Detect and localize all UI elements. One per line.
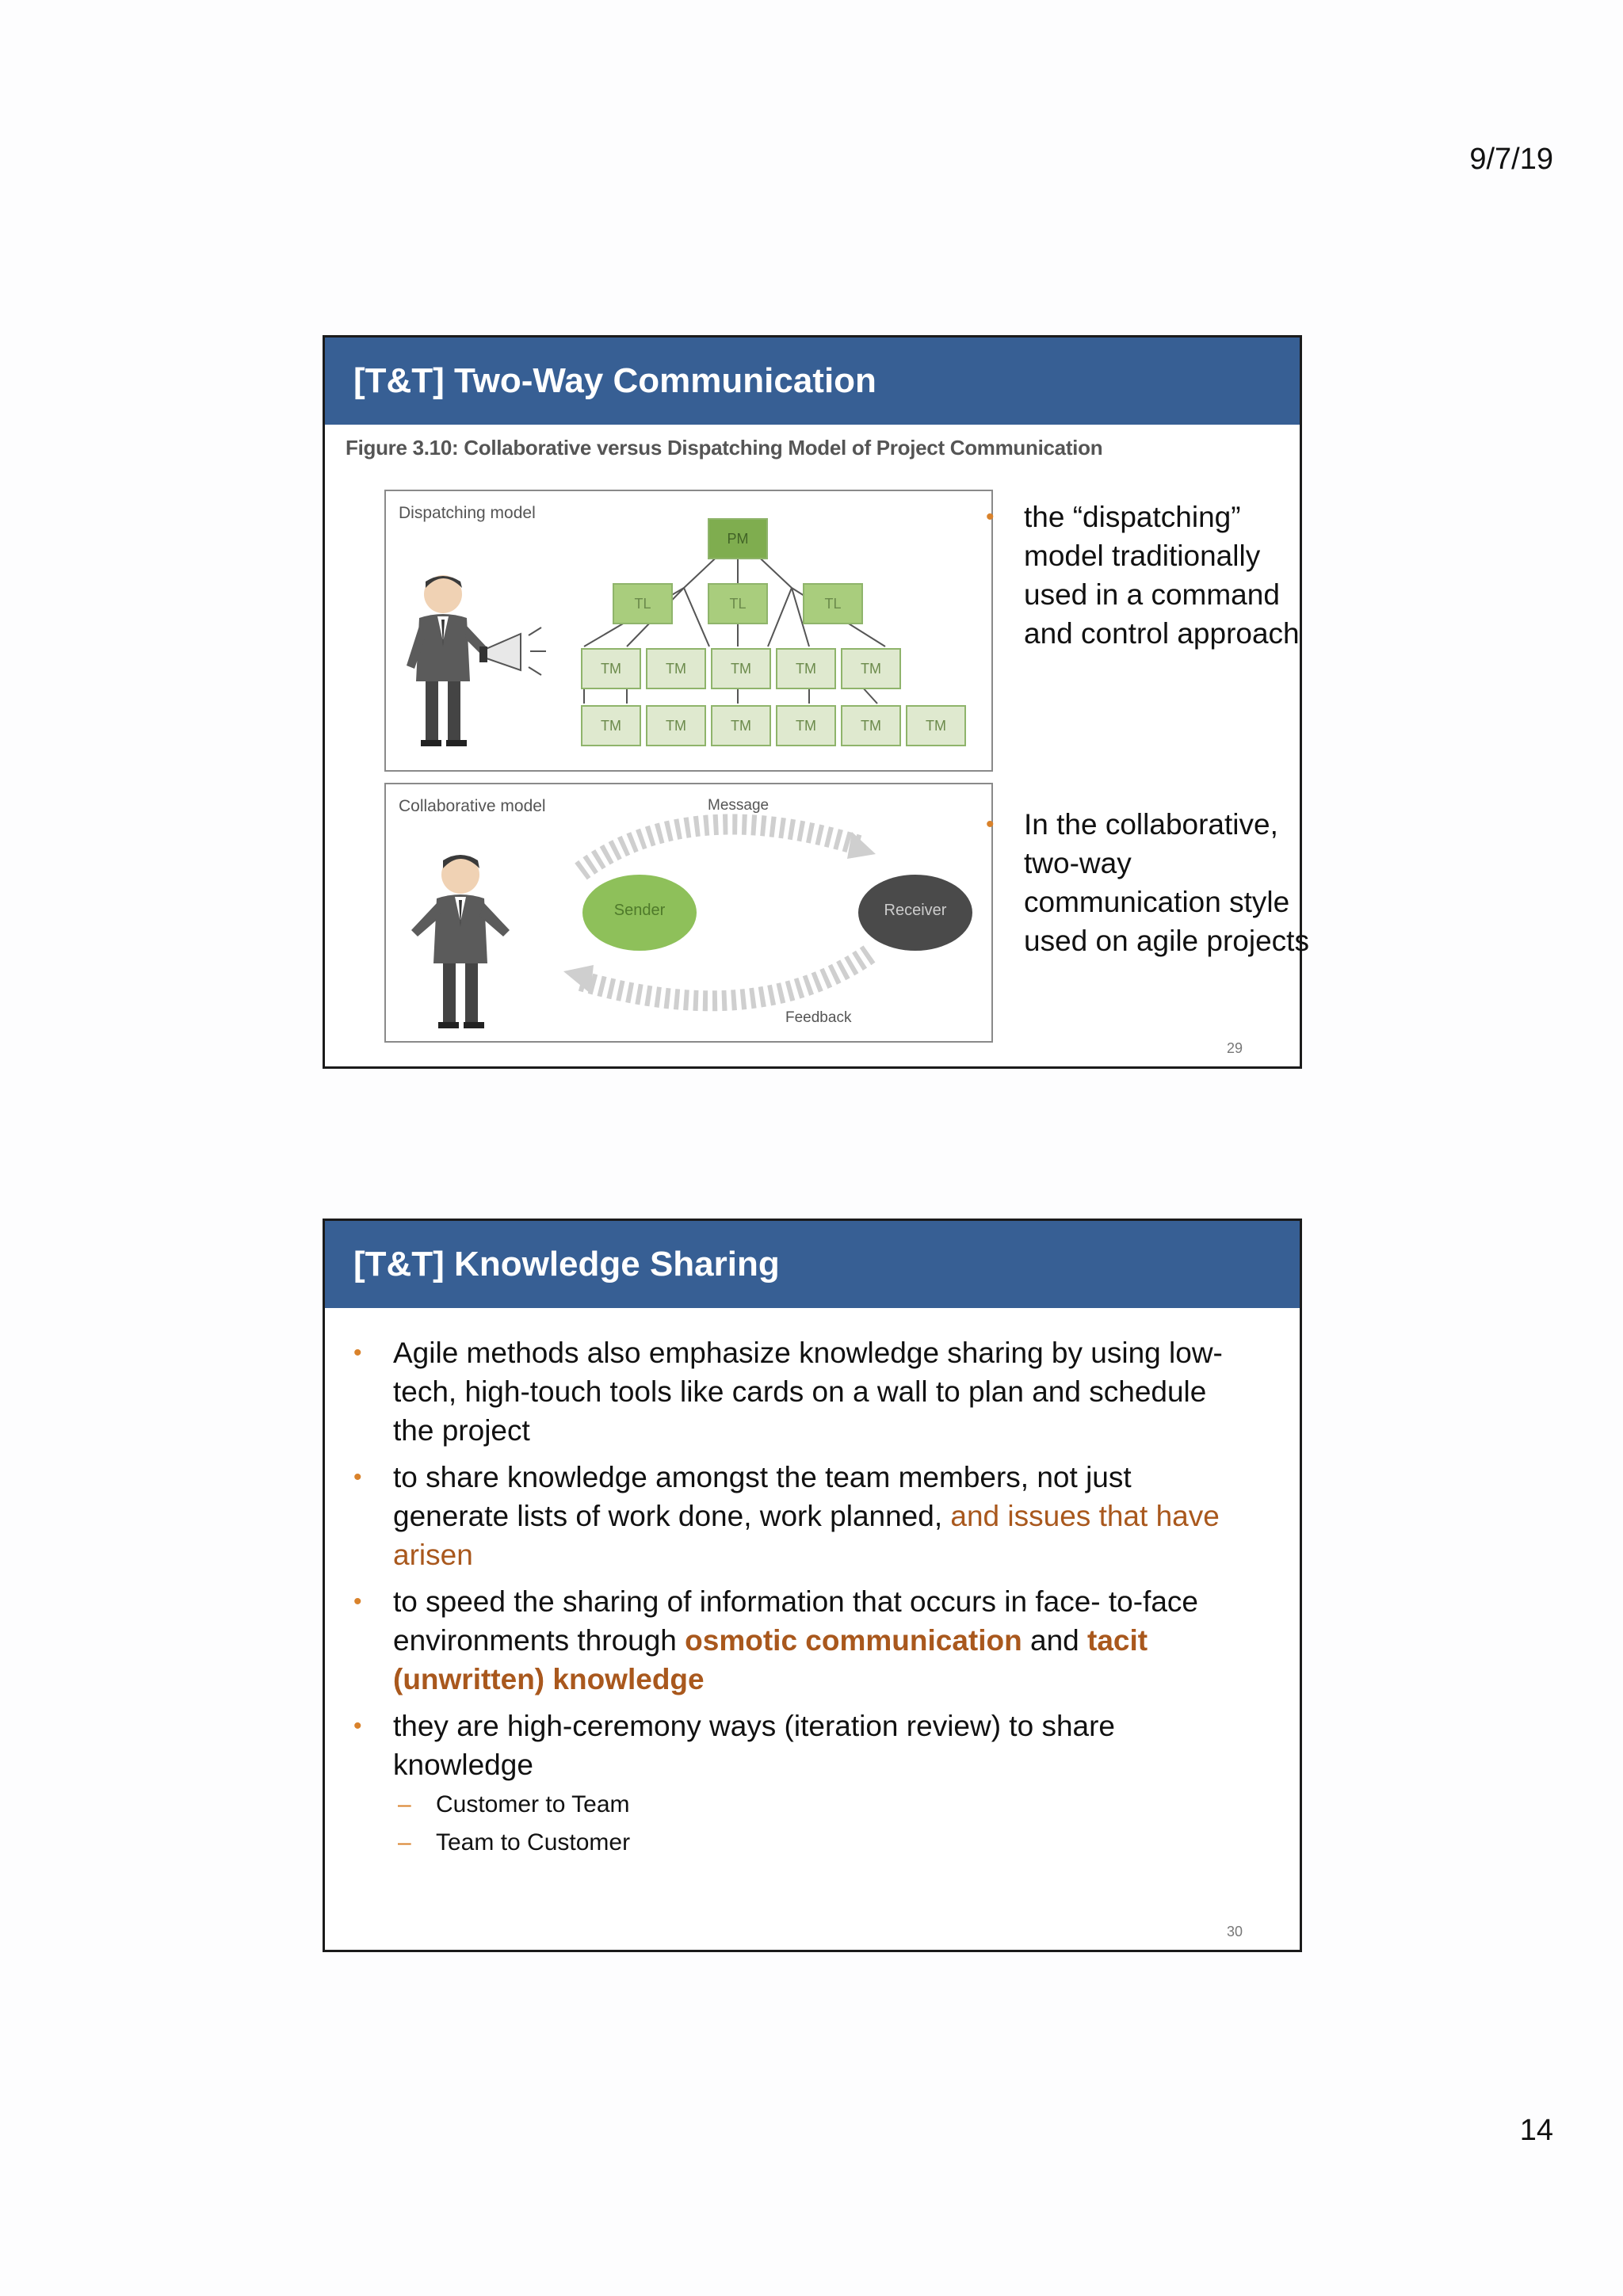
node-tm: TM <box>581 648 641 689</box>
bullet-item: • they are high-ceremony ways (iteration review) to share knowledge <box>353 1707 1249 1784</box>
node-tl-1: TL <box>613 583 673 624</box>
slide-knowledge-sharing <box>323 1219 1302 1952</box>
node-tl-2: TL <box>708 583 768 624</box>
figure-caption: Figure 3.10: Collaborative versus Dispatching Model of Project Communication <box>346 436 1103 460</box>
dash-icon: – <box>398 1791 411 1817</box>
bullet-dot-icon: • <box>353 1340 362 1366</box>
node-tm: TM <box>906 705 966 746</box>
highlighted-term: osmotic communication <box>685 1624 1022 1657</box>
dispatching-model-label: Dispatching model <box>399 504 536 522</box>
slide-two-way-communication: [T&T] Two-Way Communication Figure 3.10: Collaborative versus Dispatching Model of Project Communication Dispatching model PM TL TL TL TM TM TM TM TM TM TM TM TM TM TM Collaborative model Message Feedback Sender Receiver • the “dispatching” model traditionally used in a command and control approach • In the collaborative, two-way communication style used on agile projects 29 <box>323 335 1302 1069</box>
node-tm: TM <box>841 648 901 689</box>
sub-bullet-item: – Team to Customer <box>353 1824 1249 1862</box>
dash-icon: – <box>398 1829 411 1855</box>
bullet-dot-icon: • <box>353 1713 362 1739</box>
node-tm: TM <box>646 648 706 689</box>
bullet-dot-icon: • <box>353 1589 362 1615</box>
collaborative-model-label: Collaborative model <box>399 797 546 815</box>
slide2-bullets <box>353 1333 1249 1862</box>
node-tm: TM <box>841 705 901 746</box>
feedback-label: Feedback <box>785 1009 852 1026</box>
message-label: Message <box>708 797 769 814</box>
node-tm: TM <box>646 705 706 746</box>
page-date: 9/7/19 <box>1469 143 1553 176</box>
bullet-item: • Agile methods also emphasize knowledge sharing by using low-tech, high-touch tools like cards on a wall to plan and schedule the project <box>353 1333 1249 1450</box>
node-tm: TM <box>776 705 836 746</box>
node-tm: TM <box>581 705 641 746</box>
sender-label: Sender <box>613 902 666 919</box>
node-tm: TM <box>711 648 771 689</box>
node-pm: PM <box>708 518 768 559</box>
page-number: 14 <box>1519 2114 1553 2147</box>
megaphone-manager-illustration <box>402 570 560 761</box>
receiver-label: Receiver <box>884 902 947 919</box>
collaborative-manager-illustration <box>402 848 521 1038</box>
node-tm: TM <box>711 705 771 746</box>
highlighted-text: and issues that have arisen <box>393 1500 1220 1571</box>
bullet-dot-icon: • <box>986 504 995 530</box>
bullet-item: • to share knowledge amongst the team members, not just generate lists of work done, work planned, and issues that have arisen <box>353 1458 1249 1574</box>
slide-title: [T&T] Two-Way Communication <box>325 338 1300 425</box>
bullet-item: • to speed the sharing of information that occurs in face- to-face environments through osmotic communication and tacit (unwritten) knowledge <box>353 1582 1249 1699</box>
node-tl-3: TL <box>803 583 863 624</box>
dispatching-model-panel <box>384 490 993 772</box>
collaborative-model-panel <box>384 783 993 1043</box>
node-tm: TM <box>776 648 836 689</box>
sub-bullet-item: – Customer to Team <box>353 1786 1249 1824</box>
slide-title: [T&T] Knowledge Sharing <box>325 1221 1300 1308</box>
bullet-dot-icon: • <box>353 1464 362 1490</box>
slide-number: 29 <box>1226 1040 1243 1056</box>
highlighted-term: tacit (unwritten) knowledge <box>393 1624 1148 1695</box>
bullet-dot-icon: • <box>986 811 995 837</box>
slide-number: 30 <box>1226 1924 1243 1939</box>
